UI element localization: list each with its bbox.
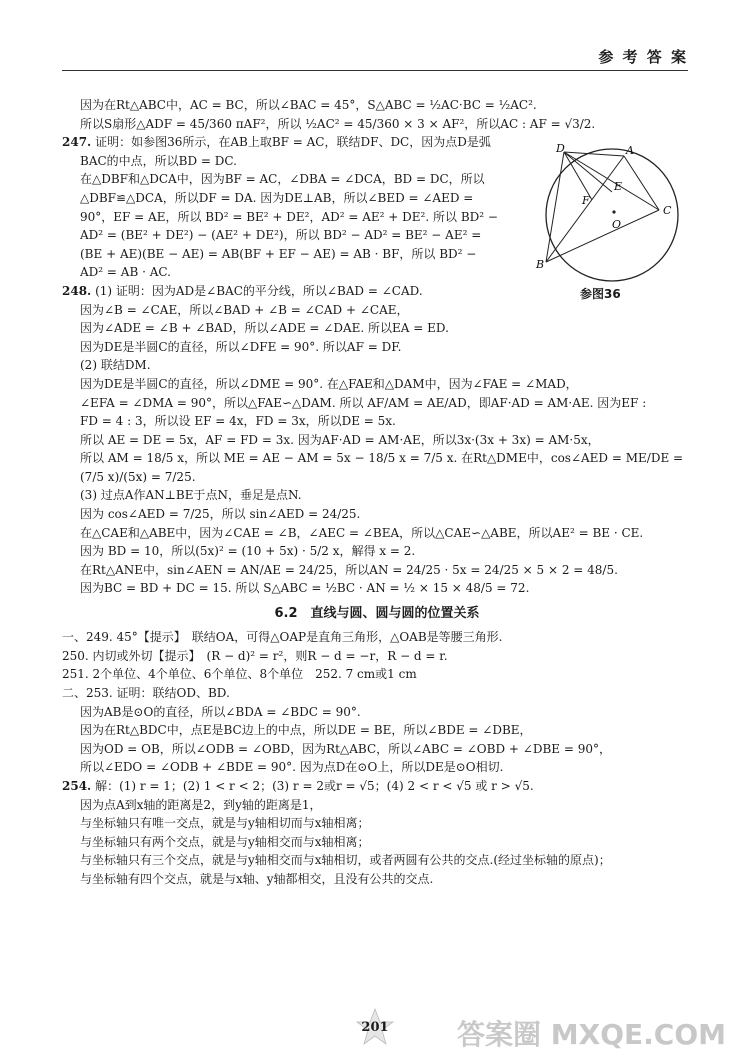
text-line: 在△CAE和△ABE中，因为∠CAE = ∠B，∠AEC = ∠BEA，所以△CAE∽△ABE，所以AE² = BE · CE. [80, 525, 644, 540]
text-line: 因为在Rt△BDC中，点E是BC边上的中点，所以DE = BE，所以∠BDE = ∠DBE， [80, 723, 532, 738]
label-b: B [536, 258, 545, 271]
text-line: BAC的中点，所以BD = DC. [80, 153, 237, 168]
text-line: 250. 内切或外切【提示】 (R − d)² = r²，则R − d = −r，R − d = r. [62, 648, 448, 663]
text-line: (3) 过点A作AN⊥BE于点N，垂足是点N. [80, 488, 302, 503]
text-line: 因为OD = OB，所以∠ODB = ∠OBD，因为Rt△ABC，所以∠ABC = ∠OBD + ∠DBE = 90°， [80, 741, 611, 756]
text-line: FD = 4 : 3，所以设 EF = 4x，FD = 3x，所以DE = 5x. [80, 414, 396, 429]
text-line: 251. 2个单位、4个单位、6个单位、8个单位 252. 7 cm或1 cm [62, 667, 417, 682]
text-line: 因为DE是半圆C的直径，所以∠DFE = 90°. 所以AF = DF. [80, 339, 402, 354]
geometry-figure [532, 140, 692, 300]
text-line: 因为∠ADE = ∠B + ∠BAD，所以∠ADE = ∠DAE. 所以EA = ED. [80, 321, 449, 336]
text-line: (1) 证明：因为AD是∠BAC的平分线，所以∠BAD = ∠CAD. [95, 283, 423, 298]
text-line: 因为∠B = ∠CAE，所以∠BAD + ∠B = ∠CAD + ∠CAE， [80, 302, 409, 317]
circle-outline [546, 149, 678, 281]
center-point [612, 210, 615, 213]
text-line: 证明：如参图36所示，在AB上取BF = AC，联结DF、DC，因为点D是弧 [95, 135, 491, 150]
text-line: AD² = AB · AC. [80, 265, 171, 280]
label-c: C [663, 204, 672, 217]
page-header: 参 考 答 案 [598, 48, 688, 66]
text-line: 因为点A到x轴的距离是2，到y轴的距离是1， [80, 797, 322, 812]
text-line: 因为 cos∠AED = 7/25，所以 sin∠AED = 24/25. [80, 507, 361, 522]
text-line: (BE + AE)(BE − AE) = AB(BF + EF − AE) = AB · BF，所以 BD² − [80, 246, 477, 261]
text-line: 所以S扇形△ADF = 45/360 πAF²，所以 ½AC² = 45/360 × 3 × AF²，所以AC : AF = √3/2. [80, 116, 596, 131]
figure-lines [546, 152, 659, 262]
text-line: AD² = (BE² + DE²) − (AE² + DE²)，所以 BD² − AD² = BE² − AE² = [80, 228, 482, 243]
text-line: 在Rt△ANE中，sin∠AEN = AN/AE = 24/25，所以AN = 24/25 · 5x = 24/25 × 5 × 2 = 48/5. [80, 562, 618, 577]
text-line: 所以∠EDO = ∠ODB + ∠BDE = 90°. 因为点D在⊙O上，所以DE是⊙O相切. [80, 760, 504, 775]
text-line: 因为BC = BD + DC = 15. 所以 S△ABC = ½BC · AN = ½ × 15 × 48/5 = 72. [80, 581, 530, 596]
text-line: 与坐标轴只有两个交点，就是与y轴相交而与x轴相离； [80, 834, 370, 849]
text-line: 因为在Rt△ABC中，AC = BC，所以∠BAC = 45°，S△ABC = ½AC·BC = ½AC². [80, 98, 537, 112]
text-line: 与坐标轴只有唯一交点，就是与y轴相切而与x轴相离； [80, 816, 370, 831]
text-line: 因为DE是半圆C的直径，所以∠DME = 90°. 在△FAE和△DAM中，因为∠FAE = ∠MAD， [80, 376, 578, 391]
text-line: (2) 联结DM. [80, 358, 151, 373]
text-line: (7/5 x)/(5x) = 7/25. [80, 469, 196, 484]
text-line: 因为AB是⊙O的直径，所以∠BDA = ∠BDC = 90°. [80, 704, 361, 719]
text-line: 在△DBF和△DCA中，因为BF = AC，∠DBA = ∠DCA，BD = DC，所以 [80, 172, 485, 187]
section-title: 6.2 直线与圆、圆与圆的位置关系 [274, 606, 480, 622]
label-d: D [556, 142, 565, 155]
text-line: 二、253. 证明：联结OD、BD. [62, 685, 230, 700]
text-line: ∠EFA = ∠DMA = 90°，所以△FAE∽△DAM. 所以 AF/AM = AE/AD，即AF·AD = AM·AE. 因为EF : [80, 395, 647, 410]
label-a: A [626, 144, 634, 157]
problem-number: 247. [62, 135, 92, 150]
page-number: 201 [361, 1020, 389, 1035]
text-line: 所以 AM = 18/5 x，所以 ME = AE − AM = 5x − 18/5 x = 7/5 x. 在Rt△DME中，cos∠AED = ME/DE = [80, 451, 684, 466]
text-line: △DBF≌△DCA，所以DF = DA. 因为DE⊥AB，所以∠BED = ∠AED = [80, 190, 474, 205]
text-line: 解：(1) r = 1；(2) 1 < r < 2；(3) r = 2或r = √5；(4) 2 < r < √5 或 r > √5. [95, 778, 534, 793]
problem-number: 248. [62, 283, 92, 298]
problem-number: 254. [62, 778, 92, 793]
label-f: F [582, 194, 590, 207]
watermark: 答案圈 MXQE.COM [457, 1018, 726, 1051]
figure-caption: 参图36 [580, 287, 621, 301]
text-line: 与坐标轴只有三个交点，就是与y轴相交而与x轴相切，或者两圆有公共的交点.(经过坐标轴的原点)； [80, 853, 611, 868]
text-line: 与坐标轴有四个交点，就是与x轴、y轴都相交，且没有公共的交点. [80, 871, 434, 886]
label-o: O [612, 218, 622, 231]
text-line: 因为 BD = 10，所以(5x)² = (10 + 5x) · 5/2 x，解得 x = 2. [80, 544, 416, 559]
text-line: 90°，EF = AE，所以 BD² = BE² + DE²，AD² = AE² + DE². 所以 BD² − [80, 209, 498, 224]
text-line: 所以 AE = DE = 5x，AF = FD = 3x. 因为AF·AD = AM·AE，所以3x·(3x + 3x) = AM·5x， [80, 432, 600, 447]
header-rule [62, 70, 688, 71]
text-line: 一、249. 45°【提示】 联结OA，可得△OAP是直角三角形，△OAB是等腰三角形. [62, 630, 503, 645]
label-e: E [614, 180, 623, 193]
